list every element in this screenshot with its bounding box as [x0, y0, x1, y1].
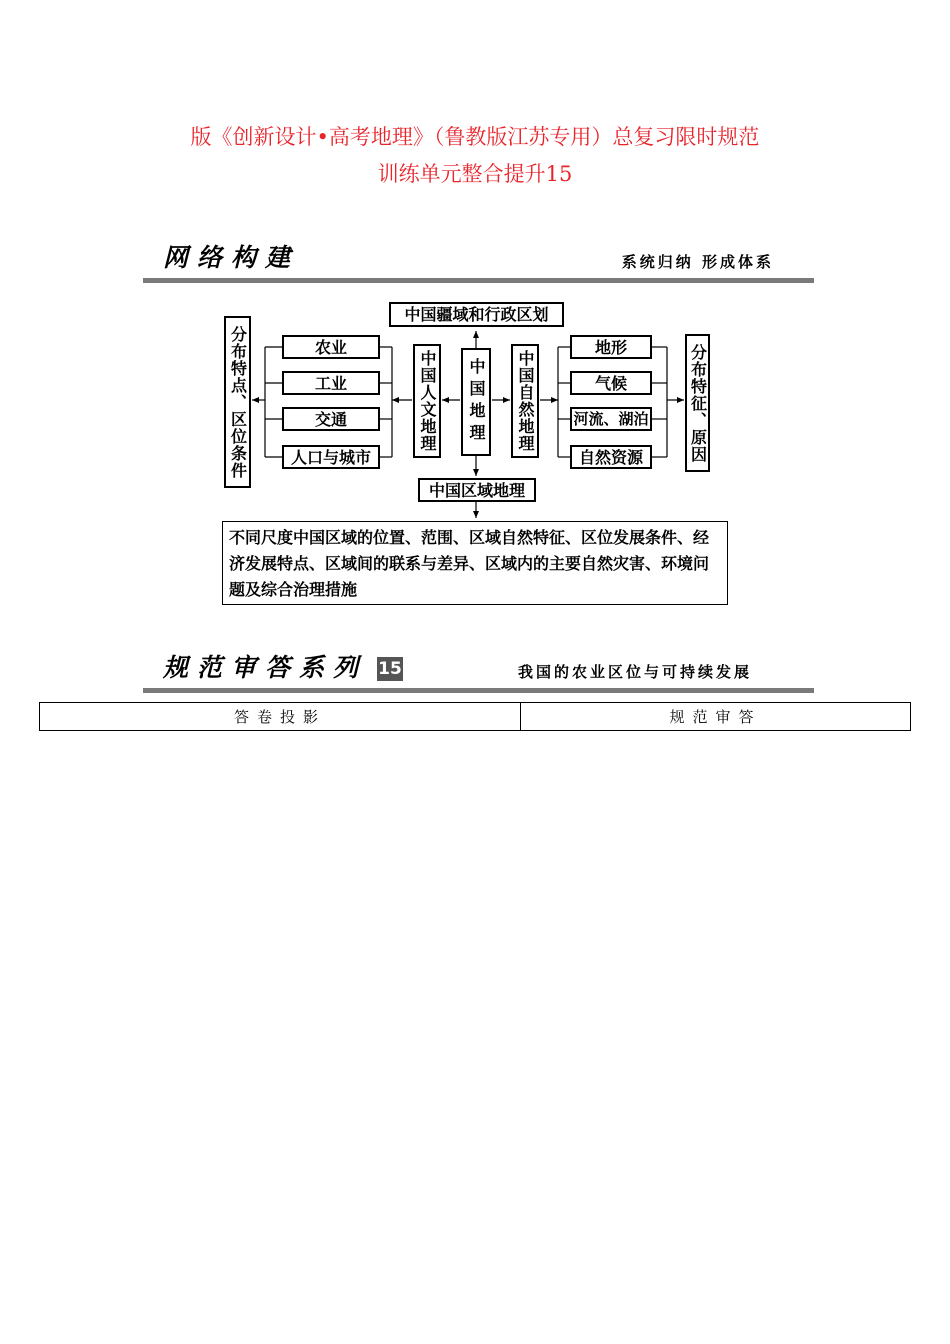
table-header-standard-review: 规范审答 [521, 703, 911, 731]
box-human-item-2: 工业 [282, 371, 380, 395]
series-badge: 15 [378, 659, 402, 679]
section-title-answer [163, 648, 403, 684]
box-left-outer: 分布特点、区位条件 [224, 316, 251, 488]
doc-title-line1: 版《创新设计•高考地理》（鲁教版江苏专用）总复习限时规范 [190, 125, 760, 149]
answer-table [39, 702, 911, 731]
box-human-item-3: 交通 [282, 407, 380, 431]
doc-title-line2: 训练单元整合提升15 [377, 162, 573, 186]
box-center: 中国地理 [461, 348, 491, 456]
box-regional-desc: 不同尺度中国区域的位置、范围、区域自然特征、区位发展条件、经济发展特点、区域间的联系与差异、区域内的主要自然灾害、环境问题及综合治理措施 [222, 521, 728, 605]
box-right-outer: 分布特征、原因 [685, 334, 710, 472]
section-subtitle-network: 系统归纳 形成体系 [621, 253, 774, 271]
section-title-answer-text: 规范审答系列 [163, 653, 368, 682]
box-natural-item-1: 地形 [570, 335, 652, 359]
section-title-network: 网络构建 [163, 243, 300, 272]
box-human-item-4: 人口与城市 [282, 445, 380, 469]
box-human-geo: 中国人文地理 [413, 344, 441, 458]
box-natural-item-3: 河流、湖泊 [570, 407, 652, 431]
box-natural-geo: 中国自然地理 [511, 344, 539, 458]
section-head-answer [143, 648, 814, 693]
box-natural-item-4: 自然资源 [570, 445, 652, 469]
table-header-answer-projection: 答卷投影 [40, 703, 521, 731]
section-subtitle-answer: 我国的农业区位与可持续发展 [517, 663, 752, 681]
box-top: 中国疆域和行政区划 [389, 302, 564, 327]
table-row [40, 703, 911, 731]
box-human-item-1: 农业 [282, 335, 380, 359]
box-bottom: 中国区域地理 [418, 478, 536, 502]
box-natural-item-2: 气候 [570, 371, 652, 395]
